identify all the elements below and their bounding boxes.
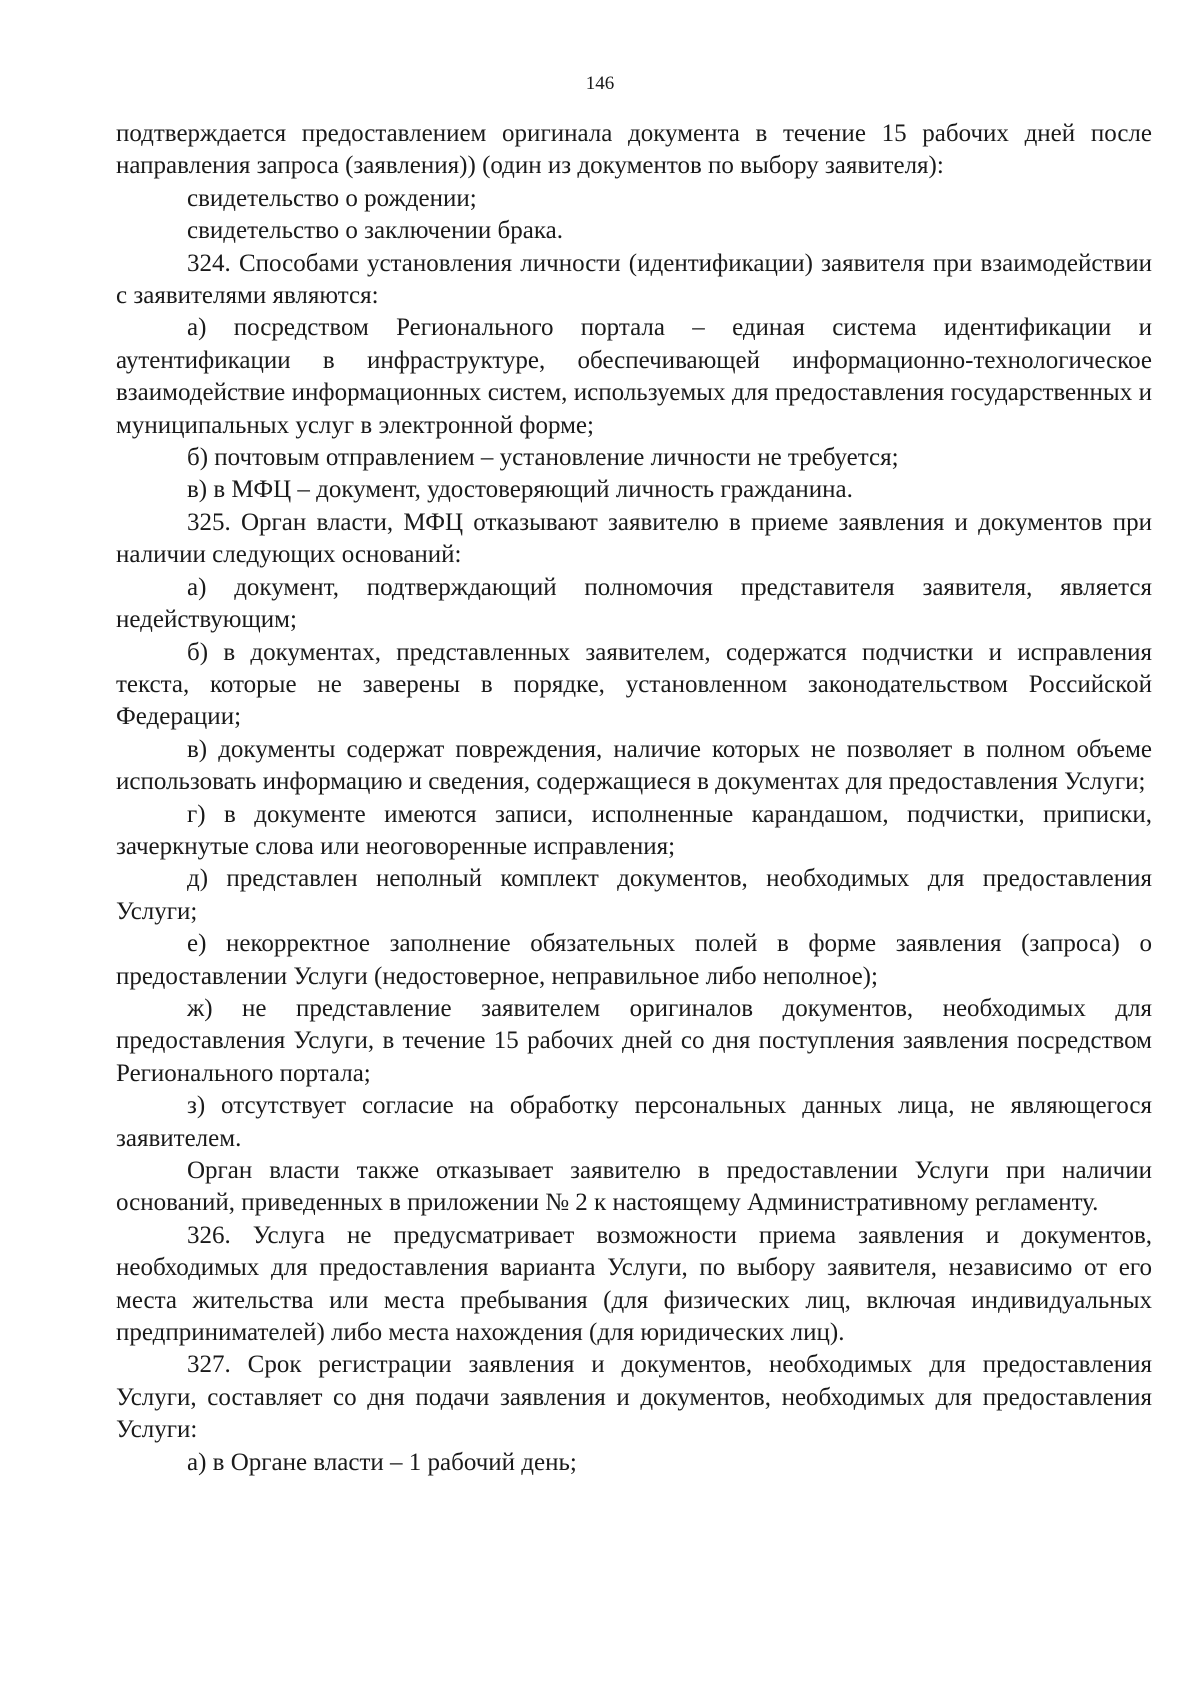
paragraph-refusal-grounds: Орган власти также отказывает заявителю в предоставлении Услуги при наличии оснований, приведенных в приложении № 2 к настоящему Административному регламенту.	[116, 1157, 1152, 1217]
paragraph-326: 326. Услуга не предусматривает возможности приема заявления и документов, необходимых для предоставления варианта Услуги, по выбору заявителя, независимо от его места жительства или места пребывания (для физических лиц, включая индивидуальных предпринимателей) либо места нахождения (для юридических лиц).	[116, 1221, 1152, 1347]
paragraph-marriage-certificate: свидетельство о заключении брака.	[187, 217, 563, 245]
paragraph-325-e: е) некорректное заполнение обязательных полей в форме заявления (запроса) о предоставлении Услуги (недостоверное, неправильное либо неполное);	[116, 930, 1152, 990]
paragraph-birth-certificate: свидетельство о рождении;	[187, 184, 477, 212]
paragraph-325: 325. Орган власти, МФЦ отказывают заявителю в приеме заявления и документов при наличии следующих оснований:	[116, 508, 1152, 569]
paragraph-325-b: б) в документах, представленных заявителем, содержатся подчистки и исправления текста, которые не заверены в порядке, установленном законодательством Российской Федерации;	[116, 638, 1152, 731]
paragraph-324-a: а) посредством Регионального портала – единая система идентификации и аутентификации в инфраструктуре, обеспечивающей информационно-технологическое взаимодействие информационных систем, используемых для предоставления государственных и муниципальных услуг в электронной форме;	[116, 314, 1152, 439]
paragraph-325-d: д) представлен неполный комплект документов, необходимых для предоставления Услуги;	[116, 865, 1152, 925]
paragraph-325-zh: ж) не представление заявителем оригиналов документов, необходимых для предоставления Услуги, в течение 15 рабочих дней со дня поступления заявления посредством Регионального портала;	[116, 994, 1152, 1087]
page-number: 146	[585, 73, 615, 94]
paragraph-325-v: в) документы содержат повреждения, наличие которых не позволяет в полном объеме использовать информацию и сведения, содержащиеся в документах для предоставления Услуги;	[116, 735, 1152, 796]
paragraph-327-a: а) в Органе власти – 1 рабочий день;	[187, 1448, 577, 1476]
paragraph-324-b: б) почтовым отправлением – установление личности не требуется;	[187, 444, 899, 472]
document-body	[116, 118, 1152, 1479]
paragraph-325-z: з) отсутствует согласие на обработку персональных данных лица, не являющегося заявителем.	[116, 1092, 1152, 1152]
paragraph-327: 327. Срок регистрации заявления и документов, необходимых для предоставления Услуги, составляет со дня подачи заявления и документов, необходимых для предоставления Услуги:	[116, 1351, 1152, 1444]
paragraph-325-a: а) документ, подтверждающий полномочия представителя заявителя, является недействующим;	[116, 573, 1152, 634]
paragraph-continuation: подтверждается предоставлением оригинала документа в течение 15 рабочих дней после направления запроса (заявления)) (один из документов по выбору заявителя):	[116, 120, 1152, 180]
paragraph-324-v: в) в МФЦ – документ, удостоверяющий личность гражданина.	[187, 476, 853, 504]
paragraph-325-g: г) в документе имеются записи, исполненные карандашом, подчистки, приписки, зачеркнутые слова или неоговоренные исправления;	[116, 800, 1152, 860]
paragraph-324: 324. Способами установления личности (идентификации) заявителя при взаимодействии с заявителями являются:	[116, 249, 1152, 310]
